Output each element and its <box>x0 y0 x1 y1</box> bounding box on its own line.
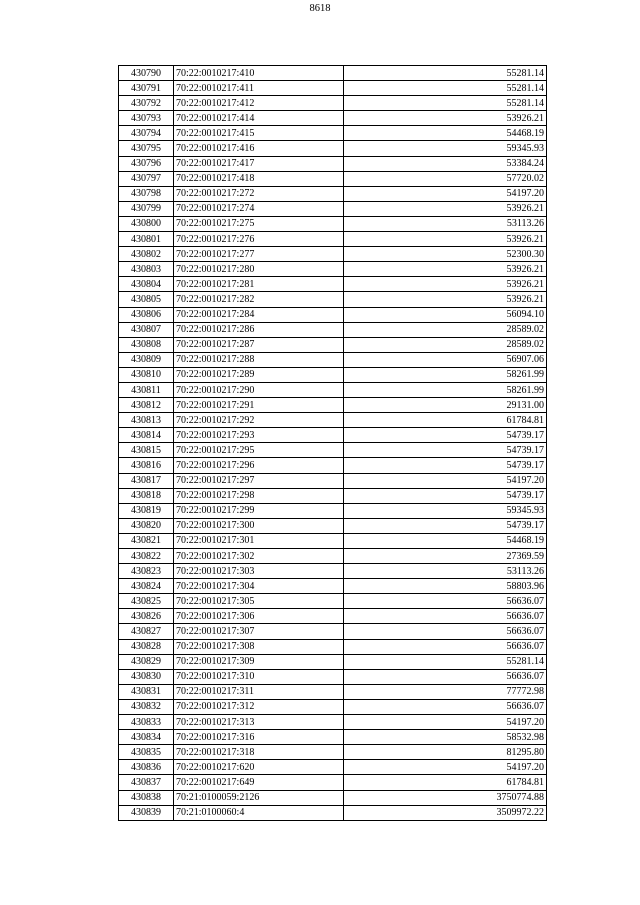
row-number-cell: 430833 <box>119 715 174 730</box>
table-row <box>119 684 547 699</box>
table-row <box>119 232 547 247</box>
cadastral-number-cell: 70:22:0010217:415 <box>174 126 344 141</box>
row-number-cell: 430837 <box>119 775 174 790</box>
row-number-cell: 430817 <box>119 473 174 488</box>
cadastral-number-cell: 70:21:0100059:2126 <box>174 790 344 805</box>
cadastral-number-cell: 70:22:0010217:312 <box>174 699 344 714</box>
cadastral-value-cell: 58261.99 <box>344 367 547 382</box>
cadastral-value-cell: 56636.07 <box>344 639 547 654</box>
row-number-cell: 430814 <box>119 428 174 443</box>
cadastral-value-cell: 61784.81 <box>344 775 547 790</box>
table-row <box>119 171 547 186</box>
cadastral-number-cell: 70:22:0010217:417 <box>174 156 344 171</box>
cadastral-value-cell: 3509972.22 <box>344 805 547 820</box>
cadastral-value-cell: 55281.14 <box>344 96 547 111</box>
row-number-cell: 430790 <box>119 66 174 81</box>
table-row <box>119 503 547 518</box>
row-number-cell: 430821 <box>119 533 174 548</box>
cadastral-value-cell: 53926.21 <box>344 232 547 247</box>
cadastral-number-cell: 70:22:0010217:301 <box>174 533 344 548</box>
cadastral-number-cell: 70:22:0010217:414 <box>174 111 344 126</box>
cadastral-value-cell: 56636.07 <box>344 624 547 639</box>
row-number-cell: 430836 <box>119 760 174 775</box>
cadastral-value-cell: 53384.24 <box>344 156 547 171</box>
cadastral-value-cell: 55281.14 <box>344 66 547 81</box>
row-number-cell: 430822 <box>119 549 174 564</box>
cadastral-value-cell: 77772.98 <box>344 684 547 699</box>
table-row <box>119 186 547 201</box>
row-number-cell: 430805 <box>119 292 174 307</box>
cadastral-value-cell: 52300.30 <box>344 247 547 262</box>
cadastral-value-cell: 56907.06 <box>344 352 547 367</box>
table-row <box>119 473 547 488</box>
table-row <box>119 533 547 548</box>
row-number-cell: 430819 <box>119 503 174 518</box>
cadastral-number-cell: 70:22:0010217:280 <box>174 262 344 277</box>
row-number-cell: 430839 <box>119 805 174 820</box>
row-number-cell: 430820 <box>119 518 174 533</box>
cadastral-number-cell: 70:22:0010217:418 <box>174 171 344 186</box>
cadastral-number-cell: 70:22:0010217:412 <box>174 96 344 111</box>
row-number-cell: 430818 <box>119 488 174 503</box>
cadastral-value-cell: 55281.14 <box>344 654 547 669</box>
table-row <box>119 398 547 413</box>
cadastral-number-cell: 70:22:0010217:300 <box>174 518 344 533</box>
cadastral-number-cell: 70:22:0010217:311 <box>174 684 344 699</box>
row-number-cell: 430792 <box>119 96 174 111</box>
row-number-cell: 430810 <box>119 367 174 382</box>
table-row <box>119 609 547 624</box>
table-row <box>119 805 547 820</box>
row-number-cell: 430826 <box>119 609 174 624</box>
table-row <box>119 96 547 111</box>
table-row <box>119 699 547 714</box>
cadastral-value-cell: 54197.20 <box>344 473 547 488</box>
row-number-cell: 430803 <box>119 262 174 277</box>
cadastral-value-cell: 54197.20 <box>344 760 547 775</box>
row-number-cell: 430796 <box>119 156 174 171</box>
table-row <box>119 488 547 503</box>
cadastral-value-cell: 54739.17 <box>344 443 547 458</box>
table-row <box>119 458 547 473</box>
row-number-cell: 430804 <box>119 277 174 292</box>
row-number-cell: 430824 <box>119 579 174 594</box>
table-row <box>119 292 547 307</box>
cadastral-value-cell: 58532.98 <box>344 730 547 745</box>
cadastral-number-cell: 70:22:0010217:281 <box>174 277 344 292</box>
table-row <box>119 745 547 760</box>
cadastral-value-cell: 29131.00 <box>344 398 547 413</box>
cadastral-value-cell: 54739.17 <box>344 428 547 443</box>
table-row <box>119 262 547 277</box>
table-row <box>119 654 547 669</box>
row-number-cell: 430797 <box>119 171 174 186</box>
cadastral-value-cell: 53113.26 <box>344 564 547 579</box>
row-number-cell: 430795 <box>119 141 174 156</box>
cadastral-value-cell: 54739.17 <box>344 488 547 503</box>
table-row <box>119 201 547 216</box>
cadastral-number-cell: 70:22:0010217:286 <box>174 322 344 337</box>
row-number-cell: 430829 <box>119 654 174 669</box>
row-number-cell: 430802 <box>119 247 174 262</box>
row-number-cell: 430834 <box>119 730 174 745</box>
cadastral-value-cell: 54197.20 <box>344 715 547 730</box>
cadastral-value-cell: 56636.07 <box>344 594 547 609</box>
cadastral-number-cell: 70:22:0010217:410 <box>174 66 344 81</box>
table-row <box>119 624 547 639</box>
cadastral-value-cell: 56636.07 <box>344 669 547 684</box>
table-row <box>119 352 547 367</box>
cadastral-value-cell: 54468.19 <box>344 126 547 141</box>
cadastral-value-cell: 53926.21 <box>344 292 547 307</box>
page-number: 8618 <box>309 3 331 14</box>
table-row <box>119 277 547 292</box>
row-number-cell: 430815 <box>119 443 174 458</box>
table-row <box>119 322 547 337</box>
cadastral-number-cell: 70:22:0010217:276 <box>174 232 344 247</box>
row-number-cell: 430811 <box>119 382 174 397</box>
table-row <box>119 579 547 594</box>
row-number-cell: 430799 <box>119 201 174 216</box>
cadastral-number-cell: 70:22:0010217:649 <box>174 775 344 790</box>
cadastral-value-cell: 54468.19 <box>344 533 547 548</box>
row-number-cell: 430838 <box>119 790 174 805</box>
cadastral-value-cell: 3750774.88 <box>344 790 547 805</box>
table-row <box>119 307 547 322</box>
table-row <box>119 669 547 684</box>
table-row <box>119 247 547 262</box>
cadastral-number-cell: 70:22:0010217:293 <box>174 428 344 443</box>
cadastral-number-cell: 70:22:0010217:277 <box>174 247 344 262</box>
cadastral-number-cell: 70:22:0010217:316 <box>174 730 344 745</box>
table-row <box>119 216 547 231</box>
table-row <box>119 760 547 775</box>
cadastral-number-cell: 70:22:0010217:309 <box>174 654 344 669</box>
row-number-cell: 430806 <box>119 307 174 322</box>
cadastral-number-cell: 70:22:0010217:416 <box>174 141 344 156</box>
cadastral-number-cell: 70:22:0010217:272 <box>174 186 344 201</box>
cadastral-value-cell: 57720.02 <box>344 171 547 186</box>
table-row <box>119 126 547 141</box>
cadastral-number-cell: 70:22:0010217:290 <box>174 382 344 397</box>
row-number-cell: 430825 <box>119 594 174 609</box>
table-row <box>119 428 547 443</box>
cadastral-number-cell: 70:22:0010217:306 <box>174 609 344 624</box>
table-row <box>119 715 547 730</box>
cadastral-number-cell: 70:22:0010217:289 <box>174 367 344 382</box>
table-row <box>119 413 547 428</box>
row-number-cell: 430831 <box>119 684 174 699</box>
cadastral-number-cell: 70:22:0010217:297 <box>174 473 344 488</box>
cadastral-value-cell: 61784.81 <box>344 413 547 428</box>
cadastral-value-table <box>118 65 547 821</box>
cadastral-number-cell: 70:22:0010217:287 <box>174 337 344 352</box>
cadastral-number-cell: 70:22:0010217:298 <box>174 488 344 503</box>
row-number-cell: 430793 <box>119 111 174 126</box>
cadastral-number-cell: 70:22:0010217:313 <box>174 715 344 730</box>
row-number-cell: 430791 <box>119 81 174 96</box>
table-row <box>119 564 547 579</box>
table-row <box>119 730 547 745</box>
row-number-cell: 430794 <box>119 126 174 141</box>
row-number-cell: 430827 <box>119 624 174 639</box>
cadastral-number-cell: 70:22:0010217:307 <box>174 624 344 639</box>
table-row <box>119 639 547 654</box>
cadastral-value-cell: 54739.17 <box>344 518 547 533</box>
cadastral-number-cell: 70:22:0010217:303 <box>174 564 344 579</box>
row-number-cell: 430800 <box>119 216 174 231</box>
cadastral-number-cell: 70:22:0010217:288 <box>174 352 344 367</box>
row-number-cell: 430816 <box>119 458 174 473</box>
cadastral-value-cell: 59345.93 <box>344 141 547 156</box>
row-number-cell: 430828 <box>119 639 174 654</box>
table-row <box>119 790 547 805</box>
cadastral-value-cell: 28589.02 <box>344 337 547 352</box>
cadastral-value-cell: 81295.80 <box>344 745 547 760</box>
cadastral-value-cell: 58803.96 <box>344 579 547 594</box>
cadastral-value-cell: 59345.93 <box>344 503 547 518</box>
row-number-cell: 430823 <box>119 564 174 579</box>
cadastral-number-cell: 70:22:0010217:282 <box>174 292 344 307</box>
row-number-cell: 430807 <box>119 322 174 337</box>
cadastral-number-cell: 70:22:0010217:302 <box>174 549 344 564</box>
table-row <box>119 111 547 126</box>
cadastral-value-cell: 53926.21 <box>344 201 547 216</box>
cadastral-value-cell: 56636.07 <box>344 699 547 714</box>
table-body <box>119 66 547 821</box>
row-number-cell: 430801 <box>119 232 174 247</box>
table-row <box>119 594 547 609</box>
cadastral-number-cell: 70:22:0010217:620 <box>174 760 344 775</box>
cadastral-value-cell: 53113.26 <box>344 216 547 231</box>
row-number-cell: 430808 <box>119 337 174 352</box>
cadastral-value-cell: 58261.99 <box>344 382 547 397</box>
cadastral-number-cell: 70:22:0010217:295 <box>174 443 344 458</box>
cadastral-value-cell: 53926.21 <box>344 277 547 292</box>
cadastral-number-cell: 70:22:0010217:411 <box>174 81 344 96</box>
table-row <box>119 549 547 564</box>
cadastral-value-cell: 53926.21 <box>344 262 547 277</box>
table-row <box>119 367 547 382</box>
cadastral-number-cell: 70:22:0010217:292 <box>174 413 344 428</box>
table-row <box>119 518 547 533</box>
cadastral-number-cell: 70:22:0010217:318 <box>174 745 344 760</box>
cadastral-number-cell: 70:22:0010217:296 <box>174 458 344 473</box>
table-row <box>119 66 547 81</box>
row-number-cell: 430798 <box>119 186 174 201</box>
cadastral-value-cell: 28589.02 <box>344 322 547 337</box>
row-number-cell: 430809 <box>119 352 174 367</box>
row-number-cell: 430813 <box>119 413 174 428</box>
row-number-cell: 430835 <box>119 745 174 760</box>
cadastral-number-cell: 70:22:0010217:284 <box>174 307 344 322</box>
cadastral-number-cell: 70:22:0010217:308 <box>174 639 344 654</box>
row-number-cell: 430830 <box>119 669 174 684</box>
table-row <box>119 775 547 790</box>
cadastral-number-cell: 70:22:0010217:310 <box>174 669 344 684</box>
row-number-cell: 430832 <box>119 699 174 714</box>
cadastral-value-cell: 56636.07 <box>344 609 547 624</box>
cadastral-value-cell: 53926.21 <box>344 111 547 126</box>
cadastral-value-cell: 54739.17 <box>344 458 547 473</box>
table-row <box>119 337 547 352</box>
cadastral-value-cell: 56094.10 <box>344 307 547 322</box>
cadastral-number-cell: 70:22:0010217:291 <box>174 398 344 413</box>
table-row <box>119 141 547 156</box>
cadastral-number-cell: 70:22:0010217:304 <box>174 579 344 594</box>
table-row <box>119 156 547 171</box>
table-row <box>119 443 547 458</box>
cadastral-number-cell: 70:22:0010217:305 <box>174 594 344 609</box>
table-row <box>119 382 547 397</box>
cadastral-number-cell: 70:22:0010217:275 <box>174 216 344 231</box>
cadastral-value-cell: 27369.59 <box>344 549 547 564</box>
cadastral-number-cell: 70:22:0010217:274 <box>174 201 344 216</box>
cadastral-number-cell: 70:21:0100060:4 <box>174 805 344 820</box>
table-row <box>119 81 547 96</box>
row-number-cell: 430812 <box>119 398 174 413</box>
cadastral-value-cell: 55281.14 <box>344 81 547 96</box>
cadastral-value-cell: 54197.20 <box>344 186 547 201</box>
cadastral-number-cell: 70:22:0010217:299 <box>174 503 344 518</box>
